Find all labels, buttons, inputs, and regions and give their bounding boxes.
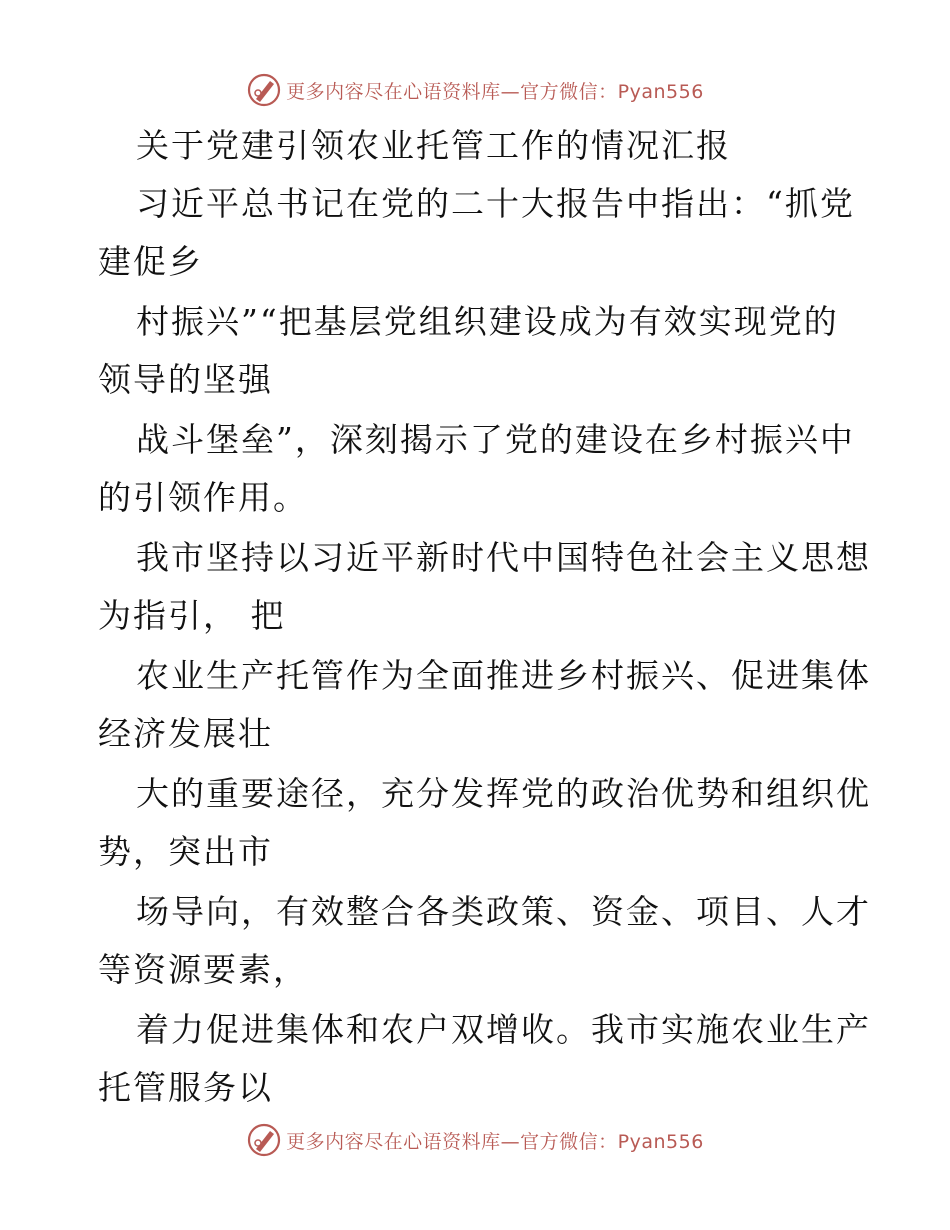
paragraph-line: 建促乡	[98, 242, 203, 281]
paragraph-line: 着力促进集体和农户双增收。我市实施农业生产	[136, 1010, 871, 1049]
paragraph-line: 经济发展壮	[98, 714, 273, 753]
paragraph-line: 为指引， 把	[98, 596, 286, 635]
header-watermark	[0, 70, 950, 110]
paragraph-line: 领导的坚强	[98, 360, 273, 399]
paragraph-line: 我市坚持以习近平新时代中国特色社会主义思想	[136, 538, 871, 577]
document-title: 关于党建引领农业托管工作的情况汇报	[136, 126, 731, 165]
paragraph-line: 势，突出市	[98, 832, 273, 871]
paragraph-line: 等资源要素，	[98, 950, 308, 989]
paragraph-line: 农业生产托管作为全面推进乡村振兴、促进集体	[136, 656, 871, 695]
paragraph-line: 场导向，有效整合各类政策、资金、项目、人才	[136, 892, 871, 931]
footer-watermark	[0, 1120, 950, 1160]
watermark-text: 更多内容尽在心语资料库—官方微信：Pyan556	[286, 1130, 704, 1153]
pen-logo-icon	[246, 72, 282, 108]
paragraph-line: 的引领作用。	[98, 478, 308, 517]
paragraph-line: 托管服务以	[98, 1068, 273, 1107]
paragraph-line: 大的重要途径，充分发挥党的政治优势和组织优	[136, 774, 871, 813]
paragraph-line: 战斗堡垒”，深刻揭示了党的建设在乡村振兴中	[136, 420, 855, 459]
watermark-text: 更多内容尽在心语资料库—官方微信：Pyan556	[286, 80, 704, 103]
paragraph-line: 村振兴”“把基层党组织建设成为有效实现党的	[136, 302, 839, 341]
pen-logo-icon	[246, 1122, 282, 1158]
paragraph-line: 习近平总书记在党的二十大报告中指出：“抓党	[136, 184, 855, 223]
